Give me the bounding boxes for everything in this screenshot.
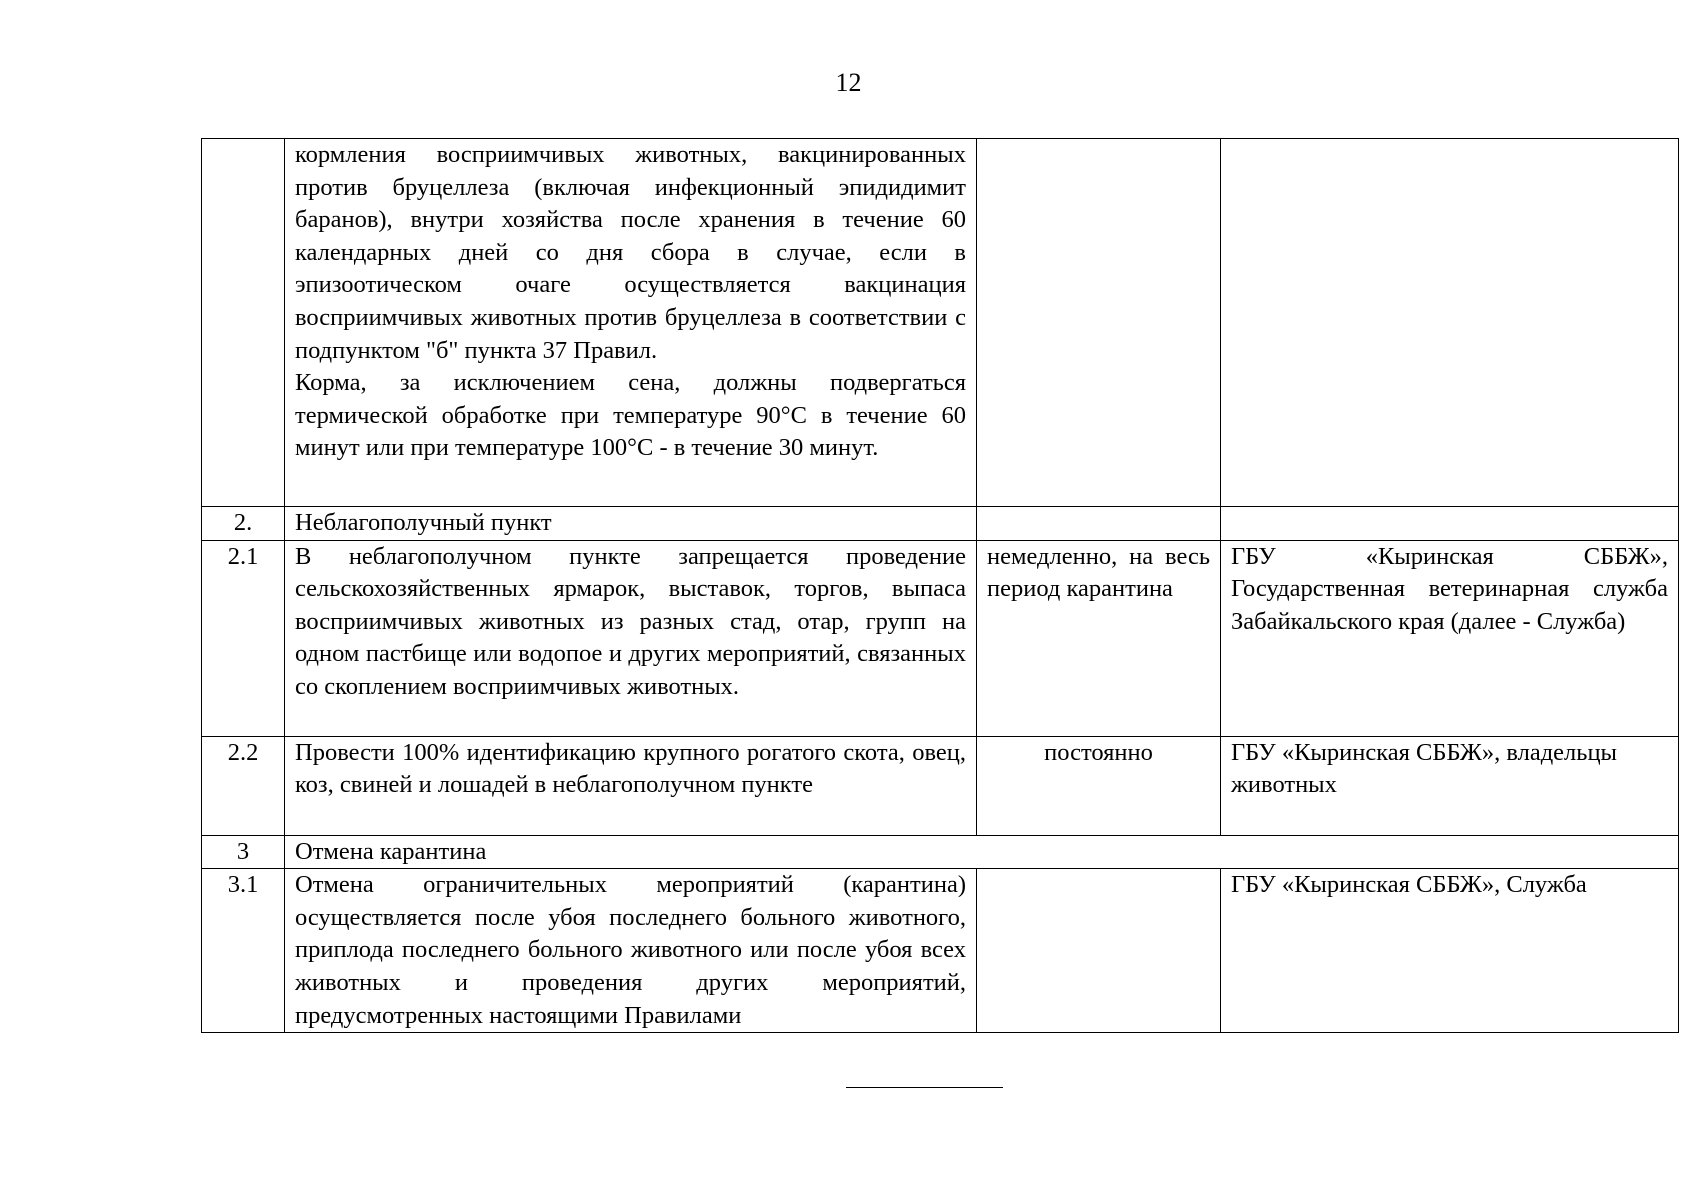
- row-responsible: [1221, 139, 1679, 507]
- description-paragraph: Корма, за исключением сена, должны подвергаться термической обработке при температуре 90°C в течение 60 минут или при температуре 100°C - в течение 30 минут.: [295, 369, 966, 462]
- table-row: [202, 139, 1679, 507]
- section-row: [202, 835, 1679, 869]
- table-row: [202, 736, 1679, 835]
- description-paragraph: кормления восприимчивых животных, вакцинированных против бруцеллеза (включая инфекционный эпидидимит баранов), внутри хозяйства после хранения в течение 60 календарных дней со дня сбора в случае, если в эпизоотическом очаге осуществляется вакцинация восприимчивых животных против бруцеллеза в соответствии с подпунктом "б" пункта 37 Правил.: [295, 141, 966, 364]
- row-number: 3.1: [202, 869, 285, 1033]
- table-row: [202, 869, 1679, 1033]
- row-term: немедленно, на весь период карантина: [977, 540, 1221, 736]
- measures-table: [201, 138, 1679, 1033]
- section-number: 2.: [202, 507, 285, 541]
- row-term: [977, 507, 1221, 541]
- row-term: постоянно: [977, 736, 1221, 835]
- row-term: [977, 869, 1221, 1033]
- row-responsible: ГБУ «Кыринская СББЖ», Служба: [1221, 869, 1679, 1033]
- section-row: [202, 507, 1679, 541]
- section-title: Неблагополучный пункт: [285, 507, 977, 541]
- row-responsible: ГБУ «Кыринская СББЖ», владельцы животных: [1221, 736, 1679, 835]
- row-description: Провести 100% идентификацию крупного рогатого скота, овец, коз, свиней и лошадей в неблагополучном пункте: [285, 736, 977, 835]
- row-term: [977, 139, 1221, 507]
- row-responsible: ГБУ «Кыринская СББЖ», Государственная ветеринарная служба Забайкальского края (далее - Служба): [1221, 540, 1679, 736]
- row-description: В неблагополучном пункте запрещается проведение сельскохозяйственных ярмарок, выставок, торгов, выпаса восприимчивых животных из разных стад, отар, групп на одном пастбище или водопое и других мероприятий, связанных со скоплением восприимчивых животных.: [285, 540, 977, 736]
- row-description: Отмена ограничительных мероприятий (карантина) осуществляется после убоя последнего больного животного, приплода последнего больного животного или после убоя всех животных и проведения других мероприятий, предусмотренных настоящими Правилами: [285, 869, 977, 1033]
- page-number: 12: [835, 68, 862, 97]
- row-number: 2.2: [202, 736, 285, 835]
- section-number: 3: [202, 835, 285, 869]
- row-number: [202, 139, 285, 507]
- section-title: Отмена карантина: [285, 835, 1679, 869]
- row-responsible: [1221, 507, 1679, 541]
- table-row: [202, 540, 1679, 736]
- row-number: 2.1: [202, 540, 285, 736]
- row-description: [285, 139, 977, 507]
- footer-separator-line: [846, 1087, 1003, 1088]
